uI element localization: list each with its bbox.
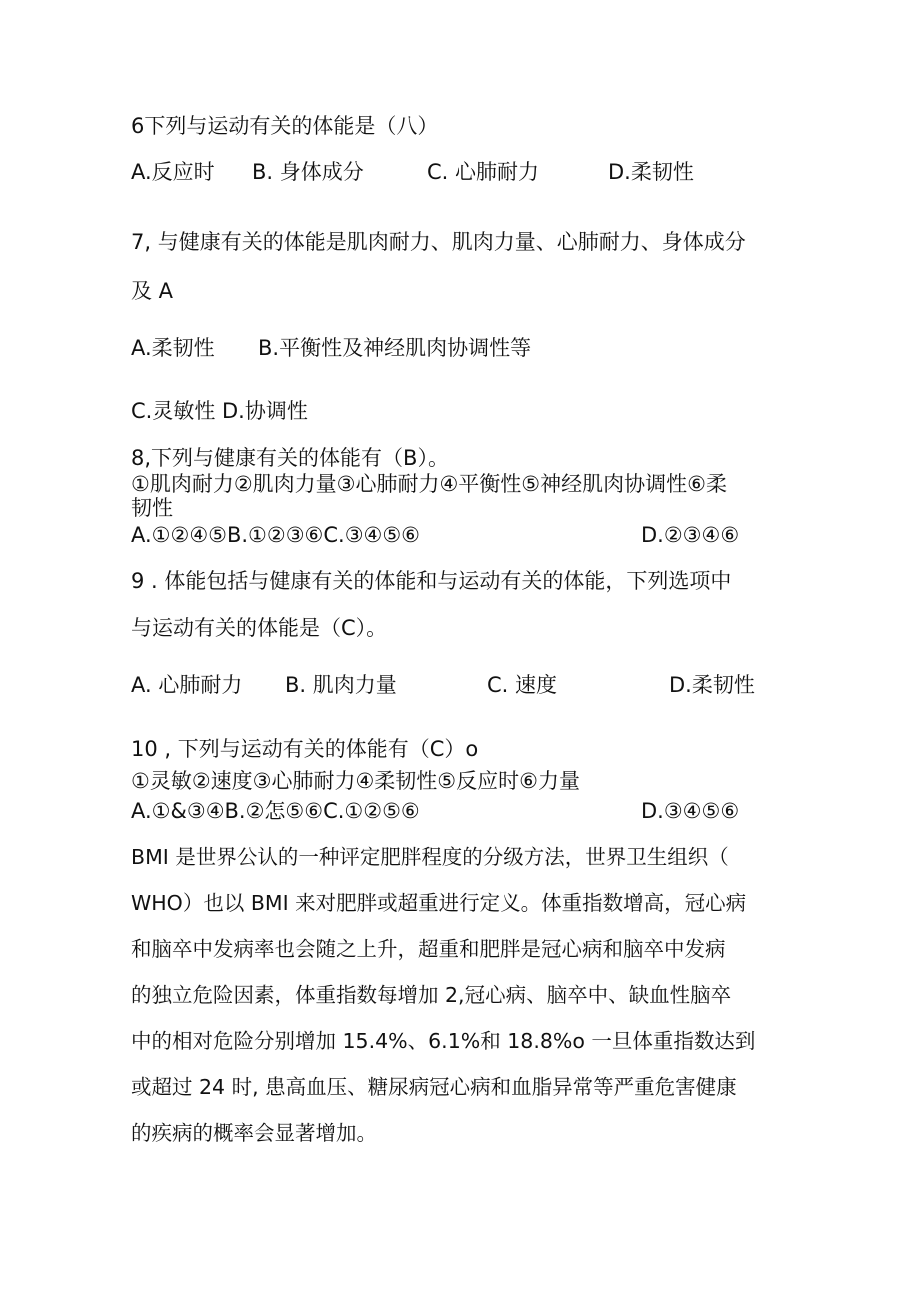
options-a-to-c: A.①②④⑤B.①②③⑥C.③④⑤⑥ <box>131 523 421 547</box>
question-10-stem: 10 , 下列与运动有关的体能有（C）o <box>131 737 479 761</box>
paragraph-line: 的疾病的概率会显著增加。 <box>131 1121 377 1145</box>
question-8-options <box>131 523 831 547</box>
question-10-options <box>131 799 831 823</box>
paragraph-line: 的独立危险因素，体重指数每增加 2,冠心病、脑卒中、缺血性脑卒 <box>131 983 732 1007</box>
paragraph-line: WHO）也以 BMI 来对肥胖或超重进行定义。体重指数增高，冠心病 <box>131 891 747 915</box>
question-8-stem: 8,下列与健康有关的体能有（B）。 <box>131 446 449 470</box>
paragraph-line: 和脑卒中发病率也会随之上升，超重和肥胖是冠心病和脑卒中发病 <box>131 937 726 961</box>
option-c: C. 速度 <box>487 673 558 697</box>
question-8-items-line1: ①肌肉耐力②肌肉力量③心肺耐力④平衡性⑤神经肌肉协调性⑥柔 <box>131 472 727 496</box>
question-7-stem-line2: 及 A <box>131 279 174 303</box>
options-a-to-c: A.①&③④B.②怎⑤⑥C.①②⑤⑥ <box>131 799 420 823</box>
question-9-options <box>131 673 831 697</box>
question-8-items-line2: 韧性 <box>131 496 173 520</box>
question-9-stem-line1: 9 . 体能包括与健康有关的体能和与运动有关的体能，下列选项中 <box>131 569 732 593</box>
paragraph-line: 或超过 24 时, 患高血压、糖尿病冠心病和血脂异常等严重危害健康 <box>131 1075 737 1099</box>
question-7-options-line1 <box>131 336 831 360</box>
option-a: A. 心肺耐力 <box>131 673 243 697</box>
question-6-options <box>131 160 831 184</box>
question-7-stem-line1: 7, 与健康有关的体能是肌肉耐力、肌肉力量、心肺耐力、身体成分 <box>131 230 746 254</box>
option-c: C. 心肺耐力 <box>427 160 540 184</box>
option-d: D.③④⑤⑥ <box>641 799 740 823</box>
option-d: D.柔韧性 <box>669 673 755 697</box>
question-7-options-line2: C.灵敏性 D.协调性 <box>131 399 308 423</box>
question-9-stem-line2: 与运动有关的体能是（C）。 <box>131 616 388 640</box>
option-a: A.柔韧性 <box>131 336 215 360</box>
question-10-items: ①灵敏②速度③心肺耐力④柔韧性⑤反应时⑥力量 <box>131 769 580 793</box>
paragraph-line: 中的相对危险分别增加 15.4%、6.1%和 18.8%o 一旦体重指数达到 <box>131 1029 756 1053</box>
option-a: A.反应时 <box>131 160 215 184</box>
paragraph-line: BMI 是世界公认的一种评定肥胖程度的分级方法，世界卫生组织（ <box>131 845 729 869</box>
option-b: B.平衡性及神经肌肉协调性等 <box>258 336 532 360</box>
question-6-stem: 6下列与运动有关的体能是（八） <box>131 114 439 138</box>
option-d: D.②③④⑥ <box>641 523 740 547</box>
option-d: D.柔韧性 <box>608 160 694 184</box>
option-b: B. 身体成分 <box>252 160 364 184</box>
option-b: B. 肌肉力量 <box>285 673 397 697</box>
